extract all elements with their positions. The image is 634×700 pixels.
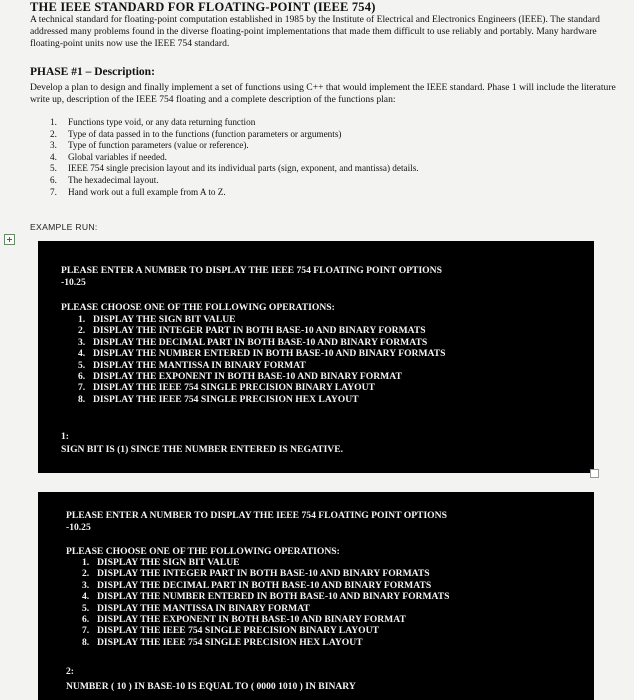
list-item: 5. DISPLAY THE MANTISSA IN BINARY FORMAT xyxy=(82,602,310,614)
console-selection: 2: xyxy=(66,666,74,677)
list-item: 2. Type of data passed in to the functions (function parameters or arguments) xyxy=(50,128,342,139)
document-title: THE IEEE STANDARD FOR FLOATING-POINT (IEEE 754) xyxy=(30,0,376,14)
list-item: 4. DISPLAY THE NUMBER ENTERED IN BOTH BASE-10 AND BINARY FORMATS xyxy=(78,348,446,360)
list-item: 1. Functions type void, or any data returning function xyxy=(50,117,256,127)
console-options-list xyxy=(82,557,449,648)
console-selection: 1: xyxy=(61,431,69,442)
list-item: 8. DISPLAY THE IEEE 754 SINGLE PRECISION HEX LAYOUT xyxy=(82,636,363,648)
list-item: 4. DISPLAY THE NUMBER ENTERED IN BOTH BASE-10 AND BINARY FORMATS xyxy=(82,591,450,603)
console-output-1 xyxy=(38,241,594,473)
console-prompt: PLEASE ENTER A NUMBER TO DISPLAY THE IEEE 754 FLOATING POINT OPTIONS xyxy=(66,510,447,521)
list-item: 3. DISPLAY THE DECIMAL PART IN BOTH BASE-10 AND BINARY FORMATS xyxy=(78,336,428,348)
console-choose-heading: PLEASE CHOOSE ONE OF THE FOLLOWING OPERATIONS: xyxy=(61,302,335,313)
list-item: 6. DISPLAY THE EXPONENT IN BOTH BASE-10 AND BINARY FORMAT xyxy=(78,371,402,383)
list-item: 1. DISPLAY THE SIGN BIT VALUE xyxy=(78,314,236,325)
list-item: 6. The hexadecimal layout. xyxy=(50,174,159,185)
list-item: 6. DISPLAY THE EXPONENT IN BOTH BASE-10 AND BINARY FORMAT xyxy=(82,614,406,626)
list-item: 3. Type of function parameters (value or reference). xyxy=(50,140,249,151)
intro-paragraph: A technical standard for floating-point computation established in 1985 by the Institute of Electrical and Electronics Engineers (IEEE). The standard addressed many problems found in the diverse floating-point implementations that made them difficult to use reliably and portably. Many hardware floating-point units now use the IEEE 754 standard. xyxy=(30,14,600,49)
list-item: 8. DISPLAY THE IEEE 754 SINGLE PRECISION HEX LAYOUT xyxy=(78,393,359,405)
console-choose-heading: PLEASE CHOOSE ONE OF THE FOLLOWING OPERATIONS: xyxy=(66,546,340,557)
console-result: SIGN BIT IS (1) SINCE THE NUMBER ENTERED IS NEGATIVE. xyxy=(61,444,344,455)
list-item: 5. IEEE 754 single precision layout and its individual parts (sign, exponent, and mantissa) details. xyxy=(50,163,419,174)
list-item: 7. DISPLAY THE IEEE 754 SINGLE PRECISION BINARY LAYOUT xyxy=(78,382,375,394)
list-item: 7. DISPLAY THE IEEE 754 SINGLE PRECISION BINARY LAYOUT xyxy=(82,625,379,637)
list-item: 7. Hand work out a full example from A to Z. xyxy=(50,186,226,197)
example-run-label: EXAMPLE RUN: xyxy=(30,222,98,232)
console-output-2 xyxy=(38,492,594,700)
list-item: 1. DISPLAY THE SIGN BIT VALUE xyxy=(82,557,240,568)
expand-plus-icon[interactable] xyxy=(4,234,15,245)
console-input-value: -10.25 xyxy=(61,277,86,288)
requirements-list xyxy=(50,117,610,198)
list-item: 4. Global variables if needed. xyxy=(50,151,167,162)
phase-title: PHASE #1 – Description: xyxy=(30,66,155,78)
list-item: 2. DISPLAY THE INTEGER PART IN BOTH BASE-10 AND BINARY FORMATS xyxy=(78,325,426,337)
phase-description: Develop a plan to design and finally implement a set of functions using C++ that would implement the IEEE standard. Phase 1 will include the literature write up, description of the IEEE 754 floating and a complete description of the functions plan: xyxy=(30,82,616,105)
console-options-list xyxy=(78,314,445,405)
list-item: 3. DISPLAY THE DECIMAL PART IN BOTH BASE-10 AND BINARY FORMATS xyxy=(82,579,432,591)
console-input-value: -10.25 xyxy=(66,522,91,533)
list-item: 5. DISPLAY THE MANTISSA IN BINARY FORMAT xyxy=(78,359,306,371)
console-prompt: PLEASE ENTER A NUMBER TO DISPLAY THE IEEE 754 FLOATING POINT OPTIONS xyxy=(61,265,442,276)
resize-handle[interactable] xyxy=(590,469,599,478)
list-item: 2. DISPLAY THE INTEGER PART IN BOTH BASE-10 AND BINARY FORMATS xyxy=(82,568,430,580)
console-result: NUMBER ( 10 ) IN BASE-10 IS EQUAL TO ( 0000 1010 ) IN BINARY xyxy=(66,681,356,692)
